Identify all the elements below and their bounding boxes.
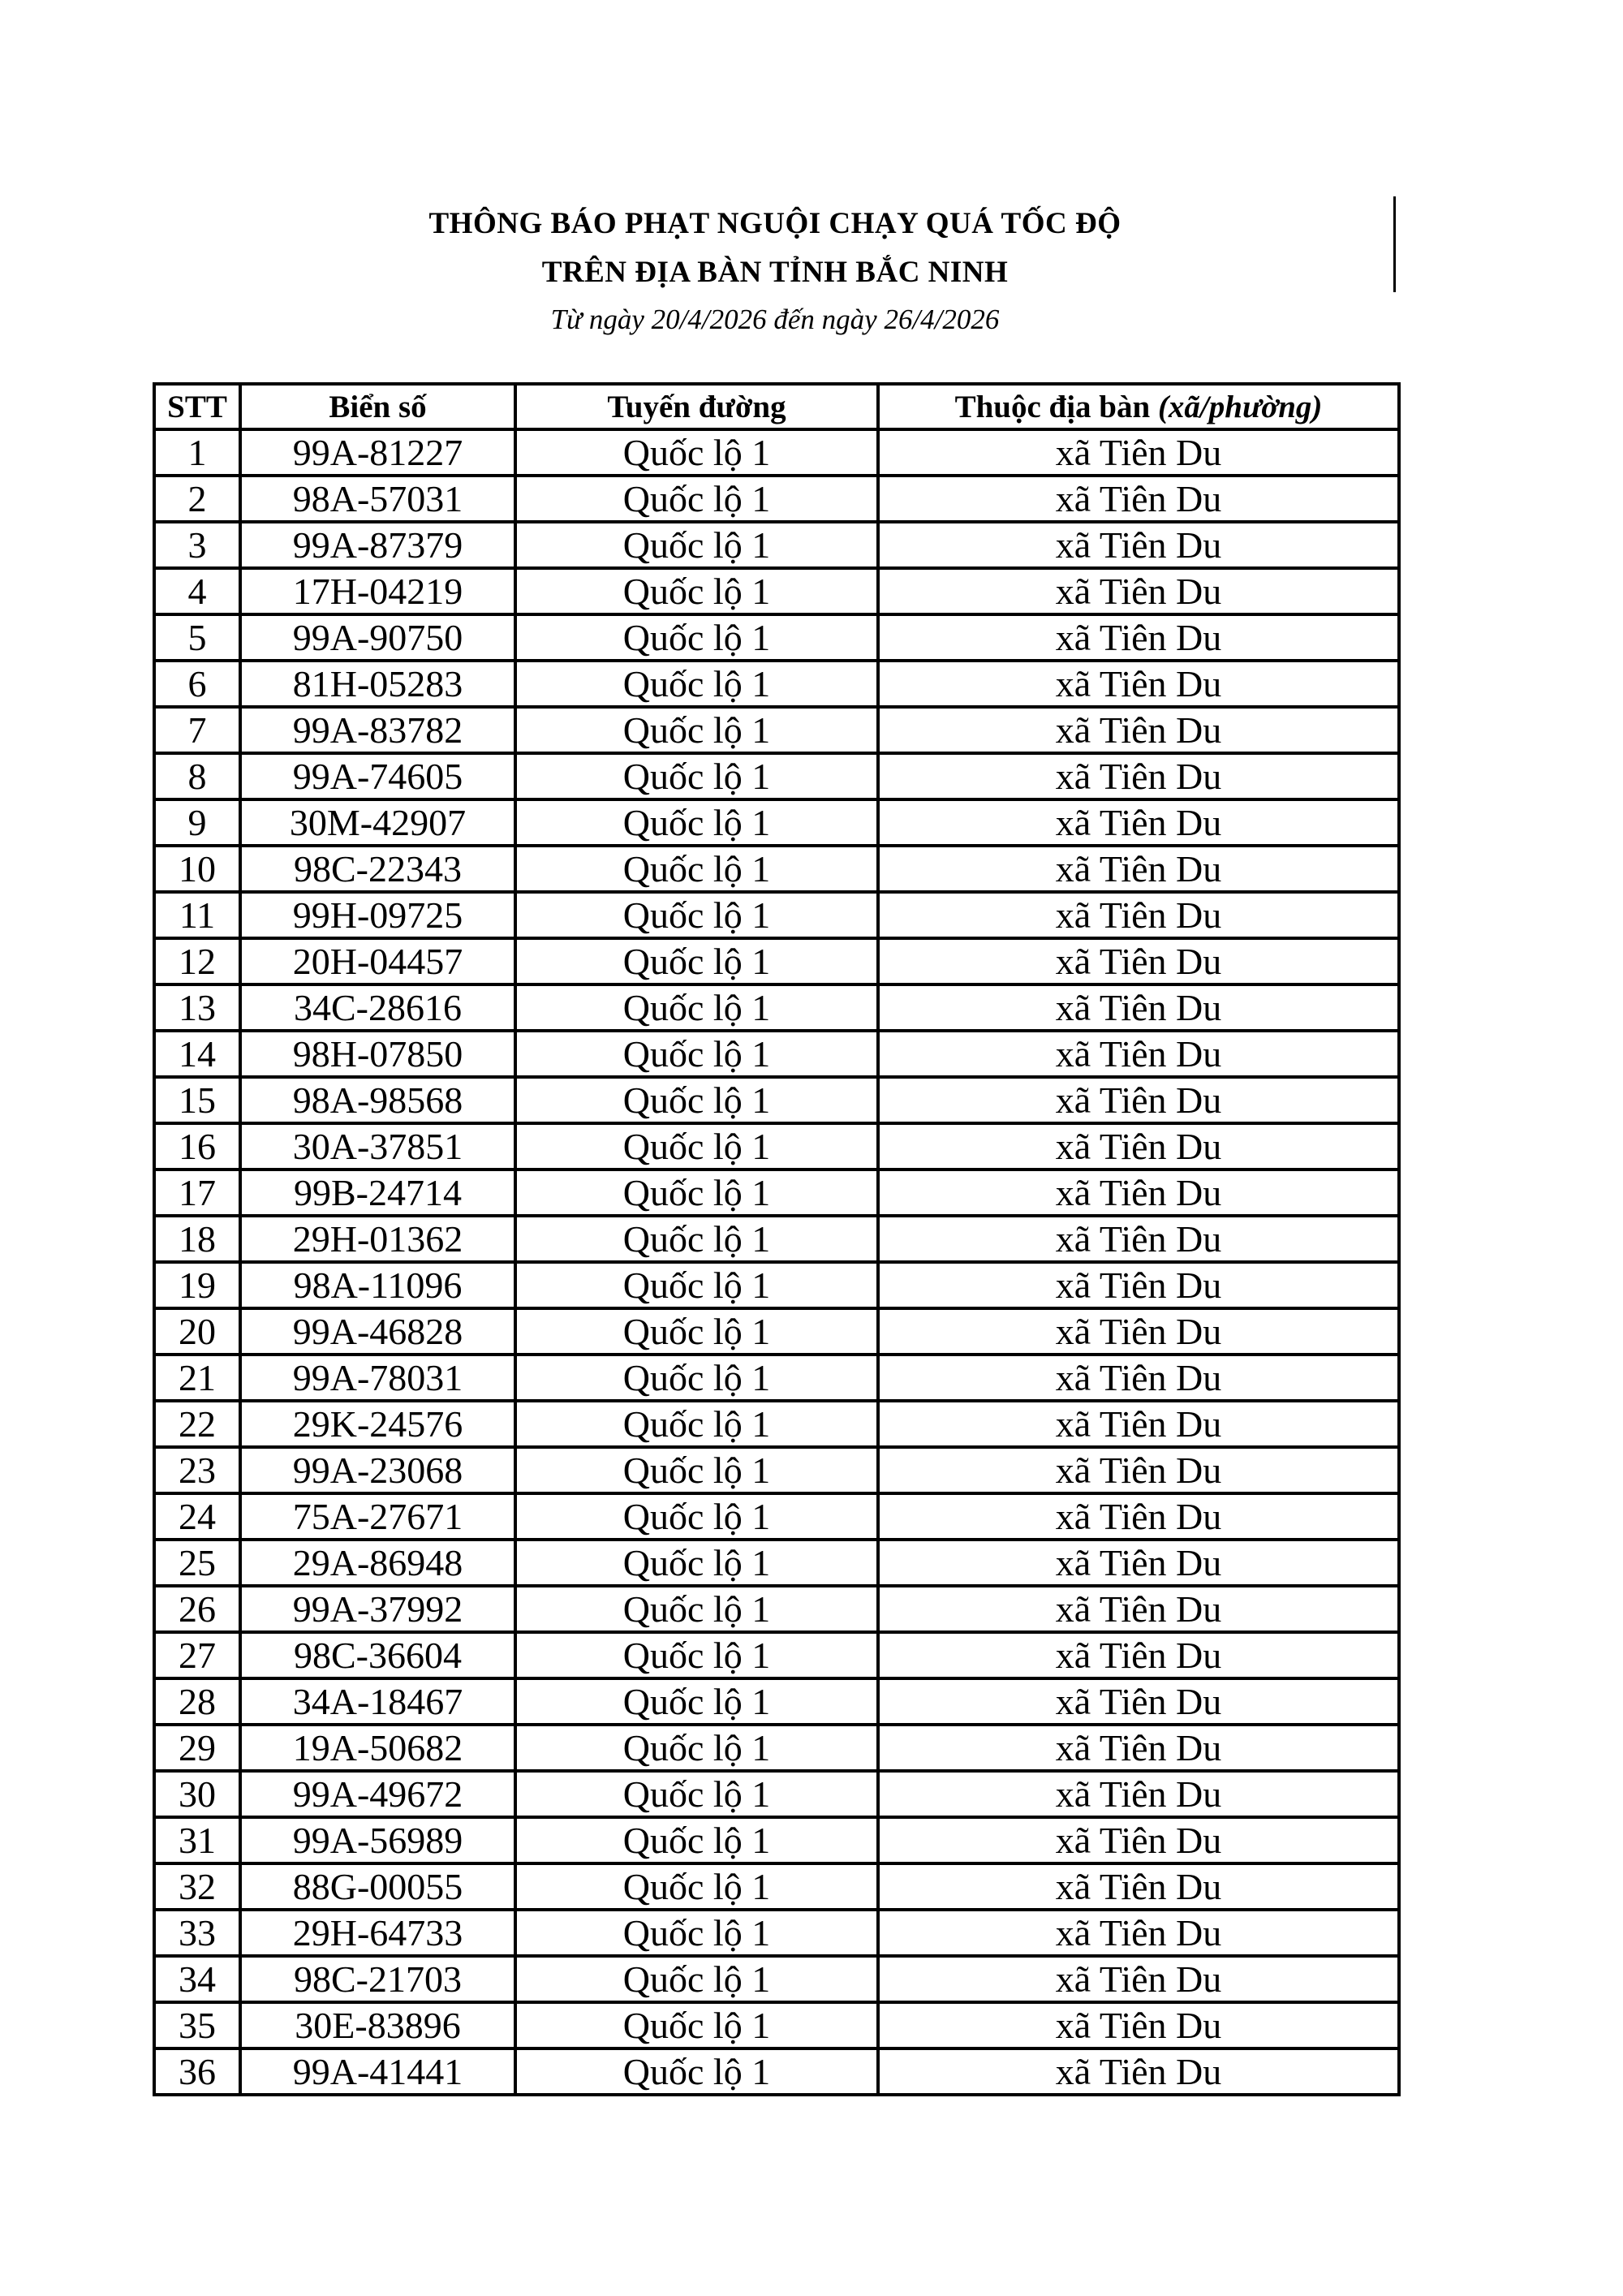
- plate-cell: 20H-04457: [240, 938, 515, 984]
- plate-cell: 34C-28616: [240, 984, 515, 1031]
- plate-cell: 99A-41441: [240, 2048, 515, 2095]
- route-cell: Quốc lộ 1: [515, 1817, 878, 1863]
- stt-cell: 21: [154, 1355, 240, 1401]
- area-cell: xã Tiên Du: [878, 1170, 1399, 1216]
- plate-cell: 29K-24576: [240, 1401, 515, 1447]
- header-plate: [240, 384, 515, 429]
- stt-cell: 2: [154, 476, 240, 522]
- plate-cell: 99A-81227: [240, 429, 515, 476]
- header-plate-label: Biển số: [329, 389, 427, 424]
- header-stt-label: STT: [167, 389, 227, 424]
- route-cell: Quốc lộ 1: [515, 799, 878, 846]
- area-cell: xã Tiên Du: [878, 1401, 1399, 1447]
- table-row: [154, 1678, 1399, 1725]
- table-row: [154, 1308, 1399, 1355]
- stt-cell: 33: [154, 1910, 240, 1956]
- route-cell: Quốc lộ 1: [515, 1493, 878, 1540]
- stt-cell: 28: [154, 1678, 240, 1725]
- vertical-mark: [1393, 196, 1396, 292]
- area-cell: xã Tiên Du: [878, 1308, 1399, 1355]
- stt-cell: 16: [154, 1123, 240, 1170]
- area-cell: xã Tiên Du: [878, 429, 1399, 476]
- table-header-row: [154, 384, 1399, 429]
- route-cell: Quốc lộ 1: [515, 568, 878, 614]
- stt-cell: 6: [154, 661, 240, 707]
- plate-cell: 34A-18467: [240, 1678, 515, 1725]
- plate-cell: 99A-74605: [240, 753, 515, 799]
- stt-cell: 14: [154, 1031, 240, 1077]
- area-cell: xã Tiên Du: [878, 707, 1399, 753]
- table-row: [154, 1817, 1399, 1863]
- stt-cell: 19: [154, 1262, 240, 1308]
- area-cell: xã Tiên Du: [878, 984, 1399, 1031]
- route-cell: Quốc lộ 1: [515, 522, 878, 568]
- table-row: [154, 568, 1399, 614]
- table-row: [154, 1355, 1399, 1401]
- plate-cell: 99A-37992: [240, 1586, 515, 1632]
- table-row: [154, 1771, 1399, 1817]
- plate-cell: 88G-00055: [240, 1863, 515, 1910]
- route-cell: Quốc lộ 1: [515, 707, 878, 753]
- stt-cell: 15: [154, 1077, 240, 1123]
- stt-cell: 34: [154, 1956, 240, 2002]
- area-cell: xã Tiên Du: [878, 2002, 1399, 2048]
- table-row: [154, 429, 1399, 476]
- route-cell: Quốc lộ 1: [515, 1447, 878, 1493]
- area-cell: xã Tiên Du: [878, 1725, 1399, 1771]
- area-cell: xã Tiên Du: [878, 1817, 1399, 1863]
- table-row: [154, 1447, 1399, 1493]
- document-title-line2: TRÊN ĐỊA BÀN TỈNH BẮC NINH: [541, 256, 1009, 289]
- plate-cell: 29H-64733: [240, 1910, 515, 1956]
- area-cell: xã Tiên Du: [878, 1586, 1399, 1632]
- area-cell: xã Tiên Du: [878, 1031, 1399, 1077]
- route-cell: Quốc lộ 1: [515, 429, 878, 476]
- stt-cell: 32: [154, 1863, 240, 1910]
- area-cell: xã Tiên Du: [878, 1447, 1399, 1493]
- header-route-label: Tuyến đường: [607, 389, 786, 424]
- plate-cell: 99B-24714: [240, 1170, 515, 1216]
- area-cell: xã Tiên Du: [878, 846, 1399, 892]
- route-cell: Quốc lộ 1: [515, 1678, 878, 1725]
- route-cell: Quốc lộ 1: [515, 1910, 878, 1956]
- table-row: [154, 799, 1399, 846]
- route-cell: Quốc lộ 1: [515, 938, 878, 984]
- stt-cell: 5: [154, 614, 240, 661]
- area-cell: xã Tiên Du: [878, 799, 1399, 846]
- stt-cell: 27: [154, 1632, 240, 1678]
- document-header: [153, 200, 1397, 341]
- table-row: [154, 476, 1399, 522]
- plate-cell: 17H-04219: [240, 568, 515, 614]
- route-cell: Quốc lộ 1: [515, 1308, 878, 1355]
- route-cell: Quốc lộ 1: [515, 1216, 878, 1262]
- stt-cell: 11: [154, 892, 240, 938]
- plate-cell: 98C-21703: [240, 1956, 515, 2002]
- route-cell: Quốc lộ 1: [515, 476, 878, 522]
- route-cell: Quốc lộ 1: [515, 1725, 878, 1771]
- table-row: [154, 1863, 1399, 1910]
- area-cell: xã Tiên Du: [878, 1540, 1399, 1586]
- area-cell: xã Tiên Du: [878, 892, 1399, 938]
- route-cell: Quốc lộ 1: [515, 2002, 878, 2048]
- header-stt: [154, 384, 240, 429]
- route-cell: Quốc lộ 1: [515, 2048, 878, 2095]
- violations-table: [153, 382, 1401, 2096]
- table-row: [154, 1262, 1399, 1308]
- route-cell: Quốc lộ 1: [515, 1632, 878, 1678]
- table-row: [154, 1401, 1399, 1447]
- table-row: [154, 1725, 1399, 1771]
- stt-cell: 36: [154, 2048, 240, 2095]
- document-date-range: Từ ngày 20/4/2026 đến ngày 26/4/2026: [550, 304, 1000, 335]
- stt-cell: 13: [154, 984, 240, 1031]
- stt-cell: 8: [154, 753, 240, 799]
- table-row: [154, 1586, 1399, 1632]
- plate-cell: 98A-57031: [240, 476, 515, 522]
- route-cell: Quốc lộ 1: [515, 614, 878, 661]
- table-row: [154, 614, 1399, 661]
- plate-cell: 30M-42907: [240, 799, 515, 846]
- route-cell: Quốc lộ 1: [515, 1956, 878, 2002]
- route-cell: Quốc lộ 1: [515, 1262, 878, 1308]
- area-cell: xã Tiên Du: [878, 1216, 1399, 1262]
- stt-cell: 31: [154, 1817, 240, 1863]
- stt-cell: 9: [154, 799, 240, 846]
- plate-cell: 99A-83782: [240, 707, 515, 753]
- plate-cell: 75A-27671: [240, 1493, 515, 1540]
- plate-cell: 98C-22343: [240, 846, 515, 892]
- stt-cell: 12: [154, 938, 240, 984]
- plate-cell: 99A-49672: [240, 1771, 515, 1817]
- area-cell: xã Tiên Du: [878, 476, 1399, 522]
- route-cell: Quốc lộ 1: [515, 1540, 878, 1586]
- header-area-label: Thuộc địa bàn: [954, 389, 1151, 424]
- header-route: [515, 384, 878, 429]
- table-row: [154, 1493, 1399, 1540]
- table-row: [154, 1632, 1399, 1678]
- area-cell: xã Tiên Du: [878, 1632, 1399, 1678]
- document-title-line1: THÔNG BÁO PHẠT NGUỘI CHẠY QUÁ TỐC ĐỘ: [428, 207, 1121, 240]
- plate-cell: 30E-83896: [240, 2002, 515, 2048]
- table-row: [154, 522, 1399, 568]
- stt-cell: 3: [154, 522, 240, 568]
- header-area: [878, 384, 1399, 429]
- plate-cell: 98A-11096: [240, 1262, 515, 1308]
- table-row: [154, 1077, 1399, 1123]
- route-cell: Quốc lộ 1: [515, 1401, 878, 1447]
- route-cell: Quốc lộ 1: [515, 1031, 878, 1077]
- table-row: [154, 1540, 1399, 1586]
- route-cell: Quốc lộ 1: [515, 1170, 878, 1216]
- area-cell: xã Tiên Du: [878, 1956, 1399, 2002]
- area-cell: xã Tiên Du: [878, 1678, 1399, 1725]
- area-cell: xã Tiên Du: [878, 1355, 1399, 1401]
- plate-cell: 99A-56989: [240, 1817, 515, 1863]
- stt-cell: 20: [154, 1308, 240, 1355]
- route-cell: Quốc lộ 1: [515, 1077, 878, 1123]
- table-row: [154, 2002, 1399, 2048]
- stt-cell: 23: [154, 1447, 240, 1493]
- table-row: [154, 984, 1399, 1031]
- stt-cell: 10: [154, 846, 240, 892]
- plate-cell: 99H-09725: [240, 892, 515, 938]
- area-cell: xã Tiên Du: [878, 1077, 1399, 1123]
- area-cell: xã Tiên Du: [878, 2048, 1399, 2095]
- header-area-note: (xã/phường): [1157, 389, 1323, 424]
- area-cell: xã Tiên Du: [878, 1910, 1399, 1956]
- area-cell: xã Tiên Du: [878, 753, 1399, 799]
- area-cell: xã Tiên Du: [878, 522, 1399, 568]
- stt-cell: 29: [154, 1725, 240, 1771]
- plate-cell: 99A-90750: [240, 614, 515, 661]
- plate-cell: 98A-98568: [240, 1077, 515, 1123]
- plate-cell: 19A-50682: [240, 1725, 515, 1771]
- stt-cell: 18: [154, 1216, 240, 1262]
- table-row: [154, 1123, 1399, 1170]
- plate-cell: 30A-37851: [240, 1123, 515, 1170]
- area-cell: xã Tiên Du: [878, 568, 1399, 614]
- plate-cell: 99A-23068: [240, 1447, 515, 1493]
- area-cell: xã Tiên Du: [878, 938, 1399, 984]
- area-cell: xã Tiên Du: [878, 614, 1399, 661]
- plate-cell: 29A-86948: [240, 1540, 515, 1586]
- plate-cell: 29H-01362: [240, 1216, 515, 1262]
- route-cell: Quốc lộ 1: [515, 1355, 878, 1401]
- route-cell: Quốc lộ 1: [515, 661, 878, 707]
- area-cell: xã Tiên Du: [878, 1771, 1399, 1817]
- area-cell: xã Tiên Du: [878, 661, 1399, 707]
- table-row: [154, 938, 1399, 984]
- plate-cell: 99A-46828: [240, 1308, 515, 1355]
- stt-cell: 24: [154, 1493, 240, 1540]
- table-body: [154, 429, 1399, 2095]
- stt-cell: 35: [154, 2002, 240, 2048]
- stt-cell: 17: [154, 1170, 240, 1216]
- table-row: [154, 753, 1399, 799]
- route-cell: Quốc lộ 1: [515, 892, 878, 938]
- table-row: [154, 661, 1399, 707]
- table-row: [154, 846, 1399, 892]
- table-row: [154, 1170, 1399, 1216]
- route-cell: Quốc lộ 1: [515, 1771, 878, 1817]
- route-cell: Quốc lộ 1: [515, 1123, 878, 1170]
- table-row: [154, 2048, 1399, 2095]
- table-row: [154, 1031, 1399, 1077]
- plate-cell: 81H-05283: [240, 661, 515, 707]
- stt-cell: 4: [154, 568, 240, 614]
- stt-cell: 1: [154, 429, 240, 476]
- route-cell: Quốc lộ 1: [515, 1586, 878, 1632]
- plate-cell: 98C-36604: [240, 1632, 515, 1678]
- route-cell: Quốc lộ 1: [515, 1863, 878, 1910]
- table-row: [154, 892, 1399, 938]
- route-cell: Quốc lộ 1: [515, 753, 878, 799]
- stt-cell: 30: [154, 1771, 240, 1817]
- route-cell: Quốc lộ 1: [515, 846, 878, 892]
- area-cell: xã Tiên Du: [878, 1123, 1399, 1170]
- area-cell: xã Tiên Du: [878, 1863, 1399, 1910]
- stt-cell: 7: [154, 707, 240, 753]
- stt-cell: 22: [154, 1401, 240, 1447]
- plate-cell: 98H-07850: [240, 1031, 515, 1077]
- table-row: [154, 1956, 1399, 2002]
- route-cell: Quốc lộ 1: [515, 984, 878, 1031]
- area-cell: xã Tiên Du: [878, 1493, 1399, 1540]
- plate-cell: 99A-87379: [240, 522, 515, 568]
- table-row: [154, 1216, 1399, 1262]
- stt-cell: 26: [154, 1586, 240, 1632]
- area-cell: xã Tiên Du: [878, 1262, 1399, 1308]
- table-row: [154, 1910, 1399, 1956]
- plate-cell: 99A-78031: [240, 1355, 515, 1401]
- table-row: [154, 707, 1399, 753]
- stt-cell: 25: [154, 1540, 240, 1586]
